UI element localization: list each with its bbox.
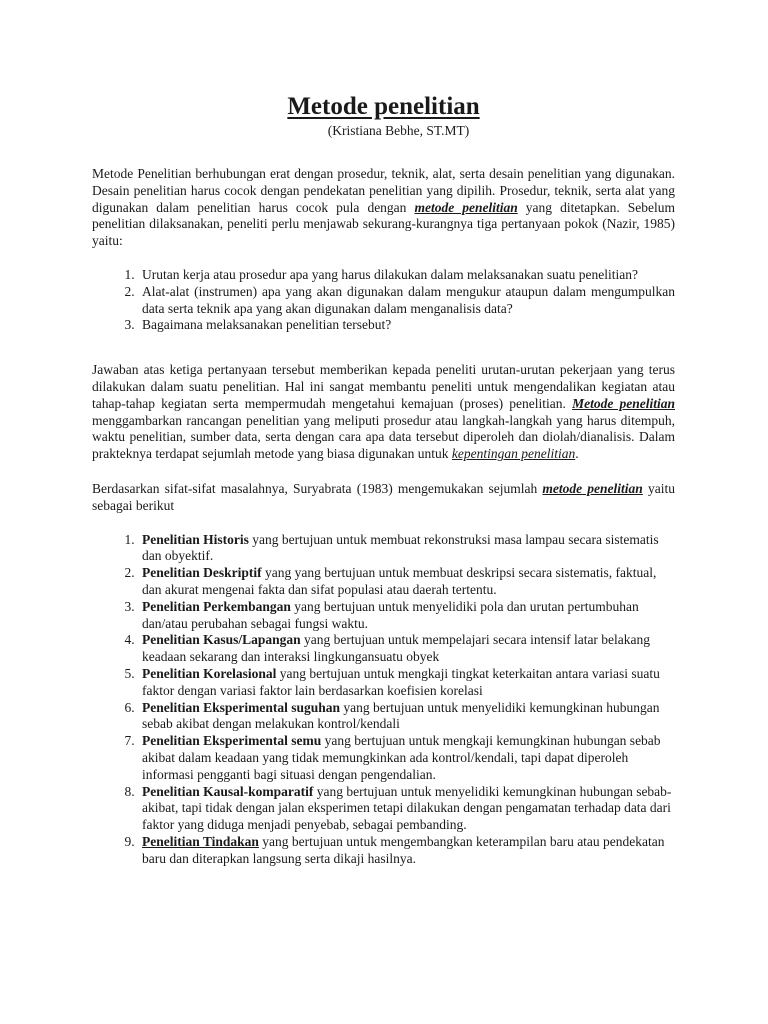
- method-name: Penelitian Perkembangan: [142, 598, 291, 614]
- method-desc: yang bertujuan untuk menyelidiki kemungkinan hubungan sebab akibat dengan melakukan kontrol/kendali: [142, 699, 660, 732]
- emphasis-metode-penelitian: metode penelitian: [414, 199, 518, 215]
- method-desc: yang bertujuan untuk mempelajari secara intensif latar belakang keadaan sekarang dan interaksi lingkungansuatu obyek: [142, 632, 651, 665]
- method-name: Penelitian Kasus/Lapangan: [142, 632, 301, 648]
- method-item: [138, 599, 675, 633]
- method-desc: yang bertujuan untuk menyelidiki kemungkinan hubungan sebab-akibat, tapi tidak dengan jalan eksperimen tetapi dilakukan dengan pengamatan terhadap data dari faktor yang diduga menjadi penyebab, sebagai pembanding.: [142, 783, 672, 833]
- method-item: [138, 834, 675, 868]
- question-item: 1. Urutan kerja atau prosedur apa yang harus dilakukan dalam melaksanakan suatu penelitian?: [138, 267, 675, 284]
- method-item: [138, 666, 675, 700]
- intro-text-b: yang ditetapkan. Sebelum penelitian dilaksanakan, peneliti perlu menjawab sekurang-kurangnya tiga pertanyaan pokok (Nazir, 1985) yaitu:: [92, 199, 675, 249]
- method-desc: yang bertujuan untuk mengembangkan keterampilan baru atau pendekatan baru dan diterapkan langsung serta dikaji hasilnya.: [142, 833, 665, 866]
- method-name: Penelitian Tindakan: [142, 833, 259, 849]
- methods-intro-text-b: yaitu sebagai berikut: [92, 480, 675, 513]
- method-item: [138, 700, 675, 734]
- question-item: 2. Alat-alat (instrumen) apa yang akan digunakan dalam mengukur ataupun dalam mengumpulkan data serta teknik apa yang akan digunakan dalam menganalisis data?: [138, 284, 675, 318]
- intro-paragraph: [92, 166, 675, 250]
- question-item: 3. Bagaimana melaksanakan penelitian tersebut?: [138, 317, 675, 334]
- emphasis-metode-penelitian: Metode penelitian: [572, 395, 675, 411]
- method-item: [138, 784, 675, 834]
- method-desc: yang bertujuan untuk mengkaji kemungkinan hubungan sebab akibat dalam keadaan yang tidak memungkinkan ada kontrol/kendali, tapi dapat diperoleh informasi pengganti bagi situasi dengan pengendalian.: [142, 733, 661, 782]
- methods-list: [92, 532, 675, 868]
- method-desc: yang bertujuan untuk menyelidiki pola dan urutan pertumbuhan dan/atau perubahan sebagai fungsi waktu.: [142, 598, 639, 631]
- intro-text-a: Metode Penelitian berhubungan erat dengan prosedur, teknik, alat, serta desain penelitian yang digunakan. Desain penelitian harus cocok dengan pendekatan penelitian yang dipilih. Prosedur, teknik, serta alat yang digunakan dalam penelitian harus cocok pula dengan: [92, 166, 675, 215]
- method-desc: yang bertujuan untuk membuat rekonstruksi masa lampau secara sistematis dan obyektif.: [142, 531, 659, 564]
- method-desc: yang yang bertujuan untuk membuat deskripsi secara sistematis, faktual, dan akurat mengenai fakta dan sifat populasi atau daerah tertentu.: [142, 565, 657, 597]
- methods-intro-paragraph: [92, 481, 675, 515]
- method-item: [138, 532, 675, 566]
- answer-paragraph: [92, 362, 675, 463]
- method-name: Penelitian Kausal-komparatif: [142, 783, 314, 799]
- method-item: [138, 632, 675, 666]
- document-page: [92, 92, 675, 867]
- answer-text-b: menggambarkan rancangan penelitian yang meliputi prosedur atau langkah-langkah yang harus ditempuh, waktu penelitian, sumber data, serta dengan cara apa data tersebut diperoleh dan diolah/dianalisis. Dalam prakteknya terdapat sejumlah metode yang biasa digunakan untuk: [92, 412, 675, 462]
- questions-list: [92, 267, 675, 334]
- answer-text-c: .: [575, 446, 579, 462]
- answer-text-a: Jawaban atas ketiga pertanyaan tersebut memberikan kepada peneliti urutan-urutan pekerjaan yang terus dilakukan dalam suatu penelitian. Hal ini sangat membantu peneliti untuk mengendalikan kegiatan atau tahap-tahap kegiatan serta mempermudah mengetahui kemajuan (proses) penelitian.: [92, 362, 675, 411]
- methods-intro-text-a: Berdasarkan sifat-sifat masalahnya, Suryabrata (1983) mengemukakan sejumlah: [92, 480, 543, 496]
- method-item: [138, 565, 675, 599]
- method-desc: yang bertujuan untuk mengkaji tingkat keterkaitan antara variasi suatu faktor dengan variasi faktor lain berdasarkan koefisien korelasi: [142, 665, 660, 698]
- method-name: Penelitian Historis: [142, 531, 249, 547]
- emphasis-metode-penelitian: metode penelitian: [542, 480, 643, 496]
- method-name: Penelitian Deskriptif: [142, 565, 262, 581]
- emphasis-kepentingan-penelitian: kepentingan penelitian: [451, 446, 576, 462]
- author-line: (Kristiana Bebhe, ST.MT): [327, 123, 470, 138]
- page-title: Metode penelitian: [287, 93, 480, 120]
- method-name: Penelitian Korelasional: [142, 665, 277, 681]
- method-name: Penelitian Eksperimental suguhan: [142, 699, 341, 715]
- method-item: [138, 733, 675, 783]
- method-name: Penelitian Eksperimental semu: [142, 733, 322, 749]
